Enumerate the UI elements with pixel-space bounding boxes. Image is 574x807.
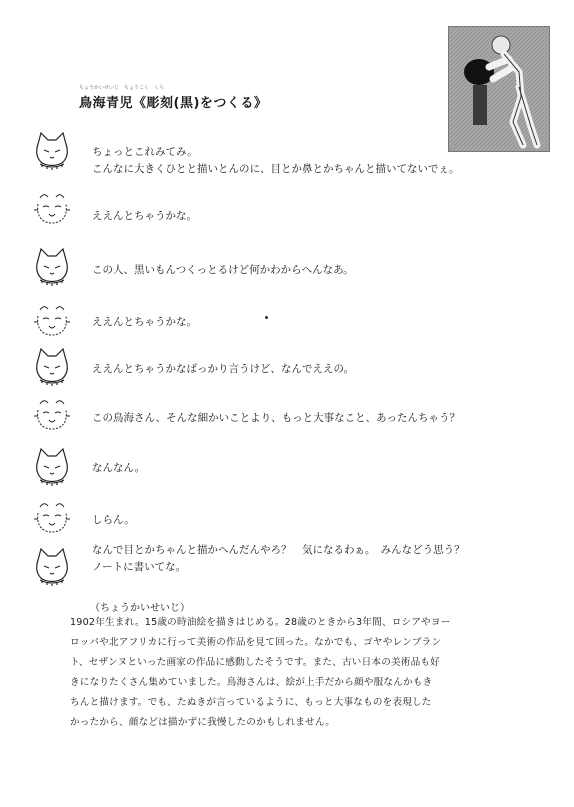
raccoon-face-icon: [32, 300, 72, 340]
bio-heading: （ちょうかいせいじ）: [90, 603, 190, 614]
dialogue-line: なんで目とかちゃんと描かへんだんやろ？ 気になるわぁ。 みんなどう思う？: [92, 544, 465, 556]
dialogue-line: ええんとちゃうかなばっかり言うけど、なんでええの。: [92, 363, 355, 375]
dialogue-line: ええんとちゃうかな。: [92, 210, 197, 222]
cat-face-icon: [32, 446, 72, 486]
dialogue-line: ええんとちゃうかな。: [92, 316, 197, 328]
page-title: 鳥海青児《彫刻(黒)をつくる》: [79, 96, 268, 111]
dialogue-line: ちょっとこれみてみ。: [92, 146, 198, 158]
raccoon-face-icon: [32, 497, 72, 537]
bio-line: ト、セザンヌといった画家の作品に感動したそうです。また、古い日本の美術品も好: [70, 657, 440, 668]
bio-line: ロッパや北アフリカに行って美術の作品を見て回った。なかでも、ゴヤやレンブラン: [70, 637, 442, 648]
dialogue-line: なんなん。: [92, 462, 146, 474]
bio-line: きになりたくさん集めていました。鳥海さんは、絵が上手だから顔や服なんかもき: [70, 677, 433, 688]
dialogue-line: この鳥海さん、そんな細かいことより、もっと大事なこと、あったんちゃう？: [92, 412, 461, 424]
bio-line: ちんと描けます。でも、たぬきが言っているように、もっと大事なものを表現した: [70, 697, 432, 708]
raccoon-face-icon: [32, 394, 72, 434]
bio-line: 1902年生まれ。15歳の時油絵を描きはじめる。28歳のときから3年間、ロシアやヨー: [70, 617, 451, 628]
dialogue-line: ノートに書いてな。: [92, 561, 187, 573]
sculptor-figure-illustration: [449, 27, 549, 151]
title-reading: ちょうかいせいじ ちょうこく くろ: [79, 85, 165, 91]
artwork-image: [448, 26, 550, 152]
stray-dot: [265, 316, 268, 319]
cat-face-icon: [32, 546, 72, 586]
cat-face-icon: [32, 346, 72, 386]
dialogue-line: この人、黒いもんつくっとるけど何かわからへんなあ。: [92, 264, 354, 276]
dialogue-line: こんなに大きくひとと描いとんのに、目とか鼻とかちゃんと描いてないでぇ。: [92, 163, 460, 175]
dialogue-line: しらん。: [92, 514, 135, 526]
bio-line: かったから、顔などは描かずに我慢したのかもしれません。: [70, 717, 336, 728]
cat-face-icon: [32, 246, 72, 286]
cat-face-icon: [32, 130, 72, 170]
raccoon-face-icon: [32, 188, 72, 228]
